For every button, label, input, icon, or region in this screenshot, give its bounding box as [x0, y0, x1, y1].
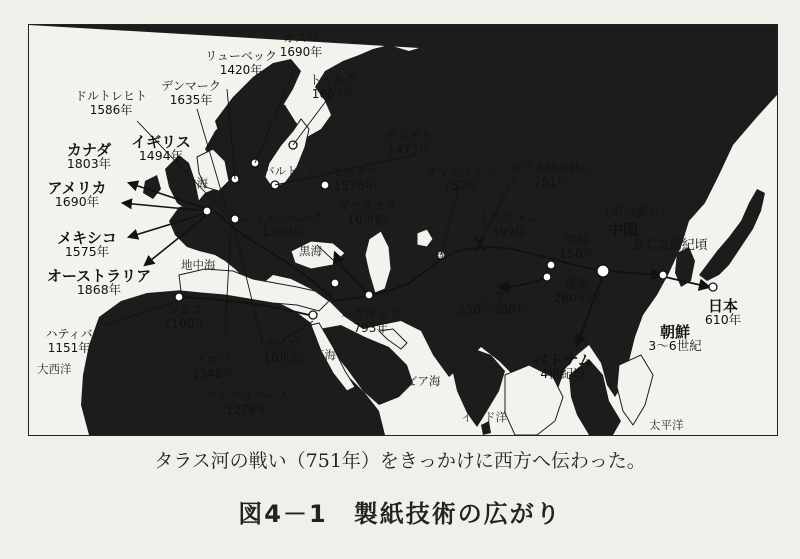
sea-arabian: アラビア海 — [383, 374, 441, 388]
sea-indian: インド洋 — [461, 410, 507, 424]
figure-caption: タラス河の戦い（751年）をきっかけに西方へ伝わった。 — [154, 450, 646, 472]
marker-baghdad — [365, 291, 373, 299]
sea-aral: アラル海 — [397, 218, 443, 232]
japan-landmass — [699, 189, 765, 281]
sea-red: 紅海 — [313, 348, 336, 362]
marker-loulan — [543, 273, 551, 281]
label-fabriano: ファブリアーノ 1276年 — [205, 389, 289, 417]
label-cairo: カイロ 10世紀 — [263, 337, 303, 365]
sea-baltic: バルト海 — [263, 164, 309, 178]
label-troyes: トロワ 1348年 — [191, 353, 235, 381]
sea-pacific: 太平洋 — [649, 418, 684, 432]
label-mexico: メキシコ 1575年 — [57, 229, 117, 259]
label-dunhuang: 敦煌 150年 — [559, 233, 595, 261]
map-frame — [28, 24, 778, 436]
sea-black: 黒海 — [299, 244, 322, 258]
sea-caspian: カスピ海 — [399, 246, 445, 260]
label-china-year: B.C.2世紀頃 — [634, 238, 708, 253]
marker-korea — [659, 271, 667, 279]
label-moscow: モスクワ 1576年 — [330, 165, 380, 193]
label-vietnam: ベトナム 4世紀頃 — [533, 351, 593, 381]
sea-north: 北海 — [185, 176, 208, 190]
marker-japan — [709, 283, 717, 291]
sea-atlantic: 大西洋 — [37, 362, 72, 376]
marker-cairo — [309, 311, 317, 319]
marker-damascus — [331, 279, 339, 287]
label-baghdad: バグダッド 793年 — [341, 307, 401, 335]
label-england: イギリス 1494年 — [131, 133, 191, 163]
label-america: アメリカ 1690年 — [47, 179, 107, 209]
label-japan: 日本 610年 — [704, 297, 742, 327]
marker-fez — [175, 293, 183, 301]
marker-dunhuang — [547, 261, 555, 269]
label-fez: フェズ 1100年 — [163, 303, 207, 331]
label-canada: カナダ 1803年 — [66, 141, 112, 171]
note-paper-birth: （紙の誕生） — [598, 205, 672, 219]
marker-nuremberg — [231, 215, 239, 223]
label-china: 中国 — [607, 221, 639, 239]
label-nuremberg: ニュルンベルク 1390年 — [241, 211, 325, 239]
south-china-sea-shape — [617, 355, 653, 425]
label-turfan: トルファン 399年 — [479, 211, 539, 239]
label-dordrecht: ドルトレヒト 1586年 — [74, 89, 148, 117]
marker-moscow — [321, 181, 329, 189]
label-australia: オーストラリア 1868年 — [46, 267, 152, 297]
label-damascus: ダマスカス 10世紀 — [336, 199, 398, 227]
label-xativa: ハティバ 1151年 — [45, 327, 93, 355]
figure-title: 図4－1 製紙技術の広がり — [238, 500, 562, 528]
label-lubeck: リューベック 1420年 — [205, 49, 277, 77]
label-oslo: オスロ 1690年 — [279, 31, 323, 59]
label-denmark: デンマーク 1635年 — [161, 79, 221, 107]
label-gdansk: ダンチヒ 1473年 — [384, 129, 434, 157]
sea-mediterranean: 地中海 — [181, 258, 216, 272]
label-korea: 朝鮮 3～6世紀 — [648, 323, 702, 353]
ireland-landmass — [143, 175, 161, 199]
marker-england — [203, 207, 211, 215]
label-turku: トゥルク 1667年 — [309, 73, 357, 101]
label-niya: ニヤ 250～300年 — [458, 289, 528, 317]
label-loulan: 楼蘭 260年頃 — [553, 277, 601, 305]
label-samarkand: サマルカンド 757年 — [424, 165, 498, 193]
label-talas: タラス河の戦い 751年 — [509, 161, 593, 189]
marker-china — [597, 265, 609, 277]
